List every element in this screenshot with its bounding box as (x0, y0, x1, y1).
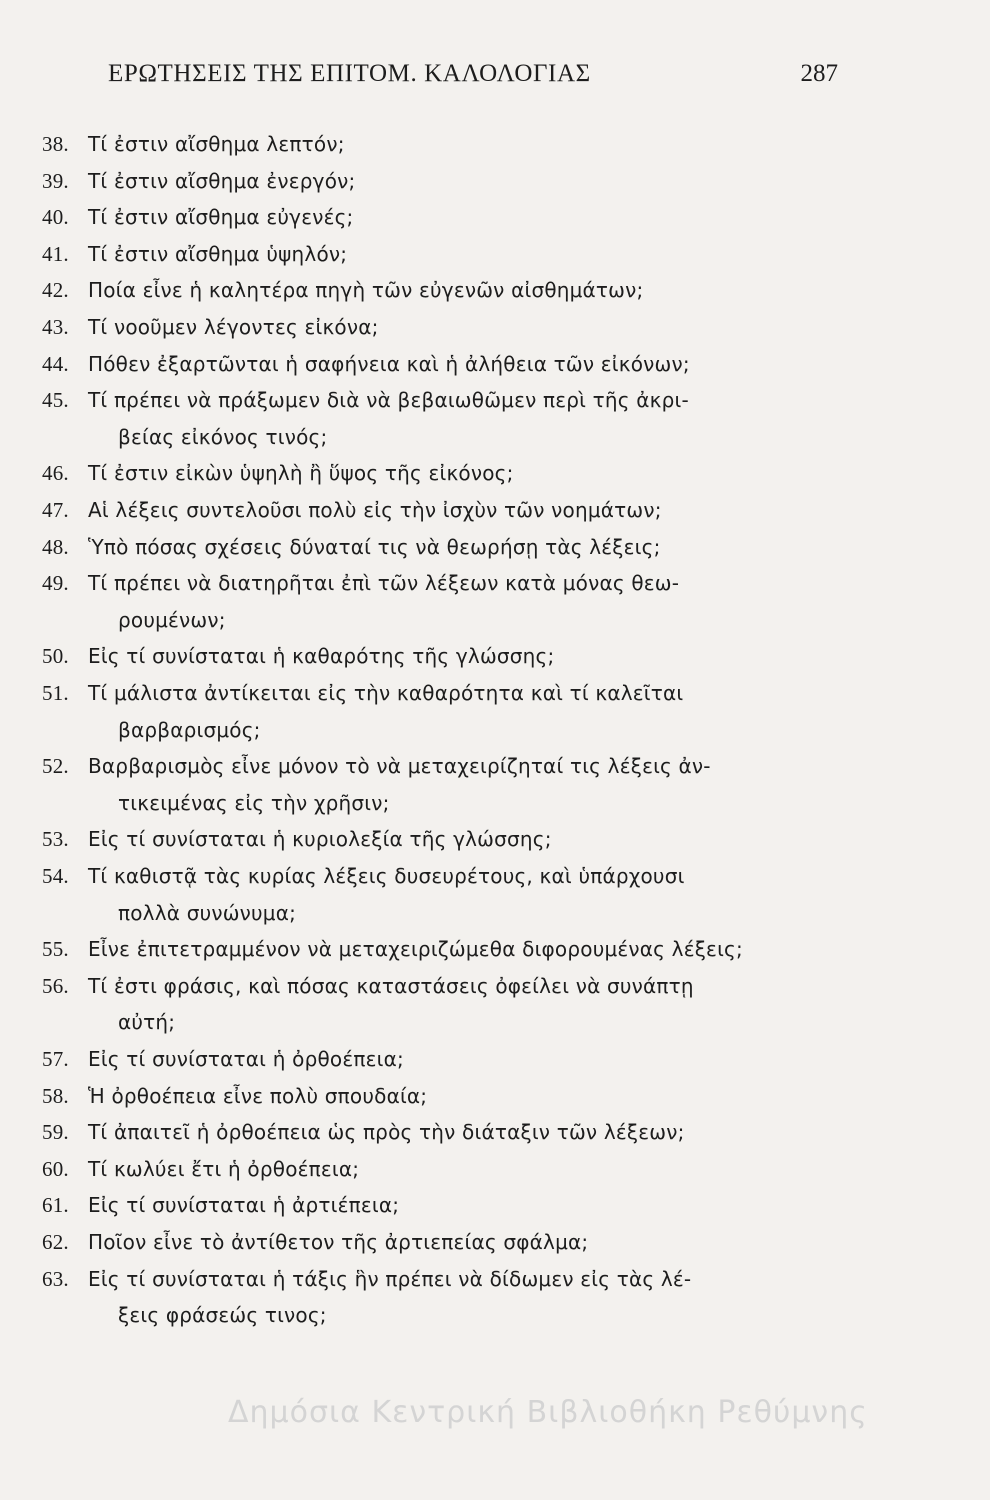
question-item (42, 1263, 842, 1295)
question-text: Εἰς τί συνίσταται ἡ καθαρότης τῆς γλώσσης; (88, 644, 555, 668)
question-text: Βαρβαρισμὸς εἶνε μόνον τὸ νὰ μεταχειρίζηταί τις λέξεις ἀν- (88, 754, 711, 778)
question-text: Τί πρέπει νὰ πράξωμεν διὰ νὰ βεβαιωθῶμεν περὶ τῆς ἀκρι- (88, 388, 689, 412)
question-item (42, 494, 842, 526)
question-item (42, 201, 842, 233)
question-number: 47. (42, 498, 69, 522)
question-item (42, 933, 842, 965)
question-number: 57. (42, 1047, 69, 1071)
question-text: Τί καθιστᾷ τὰς κυρίας λέξεις δυσευρέτους, καὶ ὑπάρχουσι (88, 864, 685, 888)
question-number: 55. (42, 937, 69, 961)
running-header (108, 60, 838, 100)
question-item (42, 1153, 842, 1185)
question-number: 53. (42, 827, 69, 851)
question-item (42, 128, 842, 160)
question-item (42, 823, 842, 855)
question-text: Τί μάλιστα ἀντίκειται εἰς τὴν καθαρότητα καὶ τί καλεῖται (88, 681, 684, 705)
question-text: Εἰς τί συνίσταται ἡ τάξις ἣν πρέπει νὰ δίδωμεν εἰς τὰς λέ- (88, 1267, 692, 1291)
question-item (42, 1080, 842, 1112)
question-text: Τί ἐστιν αἴσθημα ὑψηλόν; (88, 242, 348, 266)
question-item (42, 531, 842, 563)
question-text-continuation: ξεις φράσεώς τινος; (118, 1303, 327, 1327)
question-text-continuation: τικειμένας εἰς τὴν χρῆσιν; (118, 791, 390, 815)
question-text: Τί ἐστιν αἴσθημα εὐγενές; (88, 205, 354, 229)
question-number: 44. (42, 352, 69, 376)
question-number: 39. (42, 169, 69, 193)
question-item (42, 970, 842, 1002)
question-text: Εἰς τί συνίσταται ἡ κυριολεξία τῆς γλώσσης; (88, 827, 552, 851)
question-text: Τί ἐστιν εἰκὼν ὑψηλὴ ἢ ὕψος τῆς εἰκόνος; (88, 461, 514, 485)
library-watermark: Δημόσια Κεντρική Βιβλιοθήκη Ρεθύμνης (228, 1395, 868, 1430)
question-number: 56. (42, 974, 69, 998)
question-item (42, 1043, 842, 1075)
question-number: 52. (42, 754, 69, 778)
question-text: Τί κωλύει ἔτι ἡ ὀρθοέπεια; (88, 1157, 360, 1181)
question-item (42, 457, 842, 489)
question-text: Ποία εἶνε ἡ καλητέρα πηγὴ τῶν εὐγενῶν αἰσθημάτων; (88, 278, 644, 302)
question-text: Τί ἐστι φράσις, καὶ πόσας καταστάσεις ὀφείλει νὰ συνάπτῃ (88, 974, 694, 998)
page-number: 287 (800, 60, 838, 87)
question-number: 60. (42, 1157, 69, 1181)
question-number: 38. (42, 132, 69, 156)
question-item (42, 677, 842, 709)
question-text: Εἰς τί συνίσταται ἡ ἀρτιέπεια; (88, 1193, 400, 1217)
question-number: 63. (42, 1267, 69, 1291)
question-text-continuation: βαρβαρισμός; (118, 718, 261, 742)
question-text: Αἱ λέξεις συντελοῦσι πολὺ εἰς τὴν ἰσχὺν τῶν νοημάτων; (88, 498, 662, 522)
question-item (42, 567, 842, 599)
question-number: 45. (42, 388, 69, 412)
question-text: Τί νοοῦμεν λέγοντες εἰκόνα; (88, 315, 379, 339)
question-number: 61. (42, 1193, 69, 1217)
question-text: Τί ἐστιν αἴσθημα ἐνεργόν; (88, 169, 356, 193)
question-number: 46. (42, 461, 69, 485)
question-number: 50. (42, 644, 69, 668)
question-text: Ὑπὸ πόσας σχέσεις δύναταί τις νὰ θεωρήσῃ τὰς λέξεις; (88, 535, 661, 559)
question-number: 59. (42, 1120, 69, 1144)
question-item (42, 640, 842, 672)
question-text: Τί ἐστιν αἴσθημα λεπτόν; (88, 132, 345, 156)
question-item (42, 750, 842, 782)
question-number: 41. (42, 242, 69, 266)
question-item (42, 348, 842, 380)
question-number: 48. (42, 535, 69, 559)
question-text: Τί ἀπαιτεῖ ἡ ὀρθοέπεια ὡς πρὸς τὴν διάταξιν τῶν λέξεων; (88, 1120, 685, 1144)
question-number: 40. (42, 205, 69, 229)
question-item (42, 1189, 842, 1221)
question-number: 54. (42, 864, 69, 888)
question-text-continuation: βείας εἰκόνος τινός; (118, 425, 328, 449)
question-item (42, 1116, 842, 1148)
question-item (42, 311, 842, 343)
question-text: Τί πρέπει νὰ διατηρῆται ἐπὶ τῶν λέξεων κατὰ μόνας θεω- (88, 571, 680, 595)
question-item (42, 274, 842, 306)
question-number: 51. (42, 681, 69, 705)
question-item (42, 1226, 842, 1258)
question-item (42, 860, 842, 892)
question-number: 62. (42, 1230, 69, 1254)
question-text: Ἡ ὀρθοέπεια εἶνε πολὺ σπουδαία; (88, 1084, 428, 1108)
question-text-continuation: αὐτή; (118, 1010, 176, 1034)
question-item (42, 384, 842, 416)
question-number: 43. (42, 315, 69, 339)
header-title: ΕΡΩΤΗΣΕΙΣ ΤΗΣ ΕΠΙΤΟΜ. ΚΑΛΟΛΟΓΙΑΣ (108, 60, 591, 87)
question-text: Ποῖον εἶνε τὸ ἀντίθετον τῆς ἀρτιεπείας σφάλμα; (88, 1230, 589, 1254)
question-number: 49. (42, 571, 69, 595)
question-number: 42. (42, 278, 69, 302)
question-text: Εἶνε ἐπιτετραμμένον νὰ μεταχειριζώμεθα διφορουμένας λέξεις; (88, 937, 743, 961)
question-text: Εἰς τί συνίσταται ἡ ὀρθοέπεια; (88, 1047, 404, 1071)
question-text-continuation: ρουμένων; (118, 608, 226, 632)
question-text-continuation: πολλὰ συνώνυμα; (118, 901, 297, 925)
question-number: 58. (42, 1084, 69, 1108)
question-item (42, 238, 842, 270)
question-item (42, 165, 842, 197)
question-text: Πόθεν ἐξαρτῶνται ἡ σαφήνεια καὶ ἡ ἀλήθεια τῶν εἰκόνων; (88, 352, 690, 376)
